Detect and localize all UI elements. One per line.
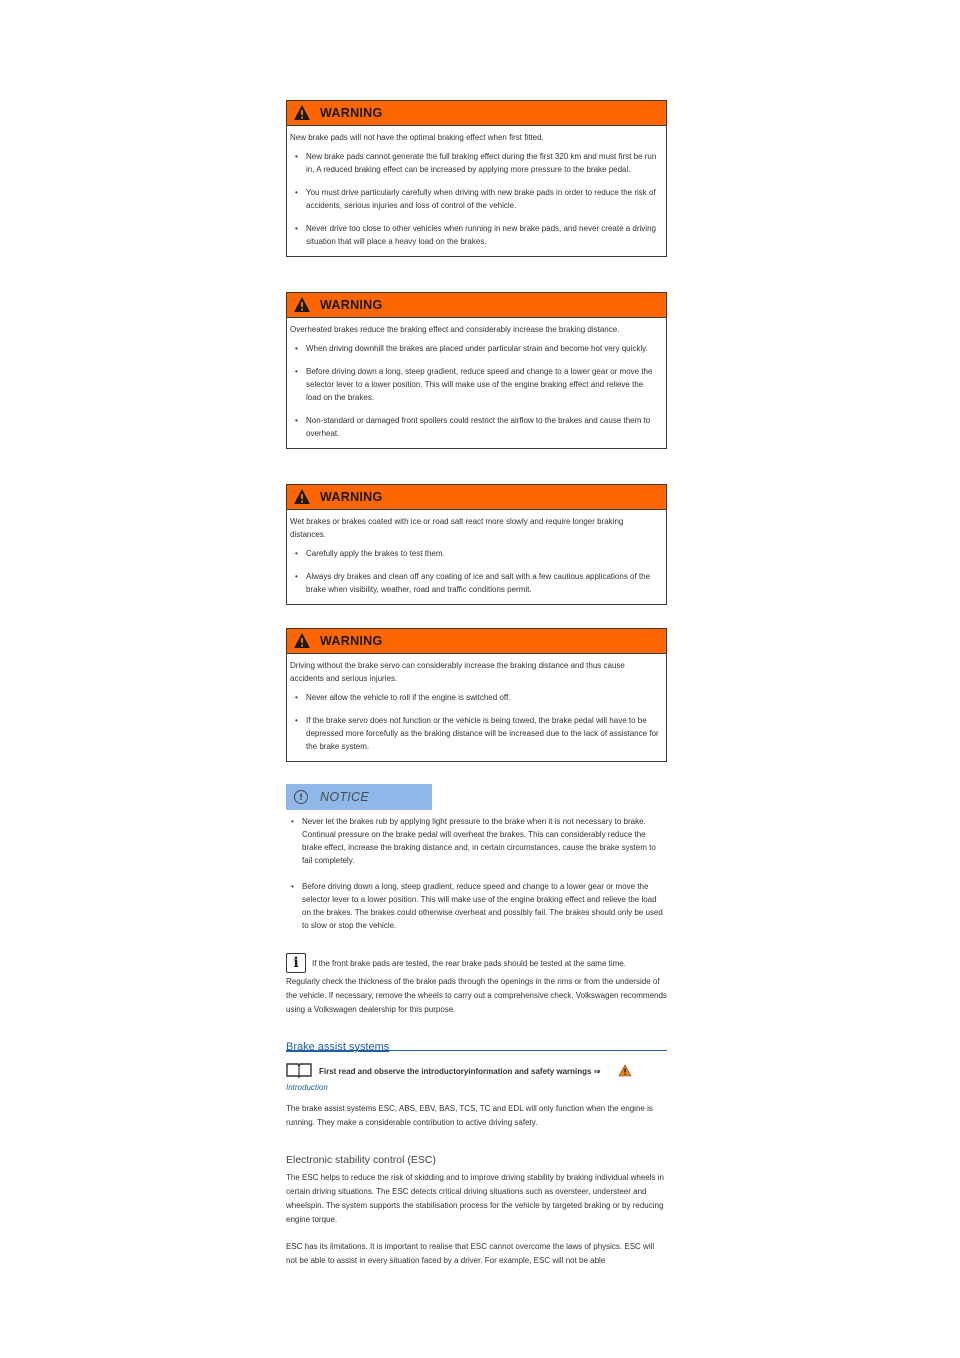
list-item: • You must drive particularly carefully when driving with new brake pads in order to reduce the risk of accidents, serious injuries and loss of control of the vehicle. [290, 186, 660, 212]
warning-header [287, 485, 666, 510]
esc-paragraph-1: The ESC helps to reduce the risk of skidding and to improve driving stability by braking individual wheels in certain driving situations. The ESC detects critical driving situations such as oversteer, understeer and wheelspin. The system supports the stabilisation process for the vehicle by targeted braking or by reducing engine torque. [286, 1173, 664, 1224]
warning-lead: New brake pads will not have the optimal braking effect when first fitted. [290, 133, 544, 142]
warning-triangle-icon [293, 632, 311, 649]
warning-box [286, 292, 667, 449]
notice-title: NOTICE [320, 790, 370, 804]
notice-body [286, 815, 666, 945]
esc-paragraph-2: ESC has its limitations. It is important to realise that ESC cannot overcome the laws of physics. ESC will not be able to assist in every situation faced by a driver. For example, ESC will not be able [286, 1242, 655, 1265]
warning-triangle-icon [618, 1064, 632, 1077]
list-item: • New brake pads cannot generate the full braking effect during the first 320 km and must first be run in. A reduced braking effect can be increased by applying more pressure to the brake pedal. [290, 150, 660, 176]
section-title[interactable]: Brake assist systems [286, 1037, 667, 1051]
warning-lead: Wet brakes or brakes coated with ice or road salt react more slowly and require longer braking distances. [290, 517, 624, 539]
read-first-text: First read and observe the introductoryinformation and safety warnings ⇒ [319, 1067, 601, 1076]
list-item: • Before driving down a long, steep gradient, reduce speed and change to a lower gear or move the selector lever to a lower position. This will make use of the engine braking effect and relieve the load on the brakes. The brakes could otherwise overheat and possibly fail. The brakes should only be used to slow or stop the vehicle. [286, 880, 666, 932]
info-icon: i [286, 953, 306, 973]
info-text: If the front brake pads are tested, the rear brake pads should be tested at the same time. [312, 959, 626, 968]
warning-box [286, 100, 667, 257]
warning-triangle-icon [293, 296, 311, 313]
warning-header [287, 101, 666, 126]
list-item: • Never allow the vehicle to roll if the engine is switched off. [290, 691, 660, 704]
warning-header [287, 629, 666, 654]
intro-paragraph: The brake assist systems ESC, ABS, EBV, BAS, TCS, TC and EDL will only function when the engine is running. They make a considerable contribution to active driving safety. [286, 1104, 653, 1127]
warning-box [286, 484, 667, 605]
open-book-icon [286, 1062, 312, 1078]
list-item: • If the brake servo does not function or the vehicle is being towed, the brake pedal will have to be depressed more forcefully as the braking distance will be increased due to the lack of assistance for the brake system. [290, 714, 660, 753]
list-item: • When driving downhill the brakes are placed under particular strain and become hot very quickly. [290, 342, 660, 355]
info-note [286, 953, 667, 973]
warning-lead: Overheated brakes reduce the braking effect and considerably increase the braking distance. [290, 325, 620, 334]
info-paragraph: Regularly check the thickness of the brake pads through the openings in the rims or from the underside of the vehicle. If necessary, remove the wheels to carry out a comprehensive check. Volkswagen recommends using a Volkswagen dealership for this purpose. [286, 977, 667, 1014]
exclamation-circle-icon: ! [294, 790, 308, 804]
warning-header [287, 293, 666, 318]
read-first-note [286, 1062, 667, 1102]
warning-lead: Driving without the brake servo can considerably increase the braking distance and thus cause accidents and serious injuries. [290, 661, 625, 683]
list-item: • Before driving down a long, steep gradient, reduce speed and change to a lower gear or move the selector lever to a lower position. This will make use of the engine braking effect and relieve the load on the brakes. [290, 365, 660, 404]
warning-triangle-icon [293, 104, 311, 121]
esc-heading: Electronic stability control (ESC) [286, 1154, 436, 1166]
warning-title: WARNING [320, 490, 383, 504]
list-item: • Carefully apply the brakes to test them. [290, 547, 660, 560]
warning-box [286, 628, 667, 762]
list-item: • Non-standard or damaged front spoilers could restrict the airflow to the brakes and cause them to overheat. [290, 414, 660, 440]
notice-header [286, 784, 432, 810]
list-item: • Always dry brakes and clean off any coating of ice and salt with a few cautious applications of the brake when visibility, weather, road and traffic conditions permit. [290, 570, 660, 596]
warning-title: WARNING [320, 634, 383, 648]
list-item: • Never drive too close to other vehicles when running in new brake pads, and never create a driving situation that will place a heavy load on the brakes. [290, 222, 660, 248]
warning-triangle-icon [293, 488, 311, 505]
list-item: • Never let the brakes rub by applying light pressure to the brake when it is not necessary to brake. Continual pressure on the brake pedal will overheat the brakes. This can considerably reduce the brake effect, increase the braking distance and, in certain circumstances, cause the brake system to fail completely. [286, 815, 666, 867]
warning-title: WARNING [320, 298, 383, 312]
warning-title: WARNING [320, 106, 383, 120]
introduction-link[interactable]: Introduction [286, 1083, 328, 1092]
